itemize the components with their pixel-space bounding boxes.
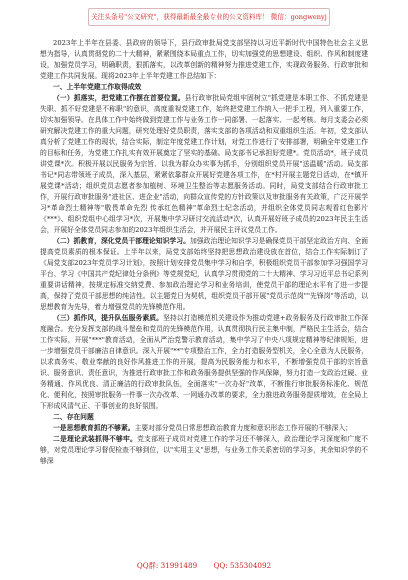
paragraph-text: 2023年上半年在县委、县政府的领导下，县行政审批局党支部坚持以习近平新时代中国特色社会主义思想为指导，认真贯彻党的二十大精神，紧紧围绕本局重点工作，切实加强党的思想建设、组织、作风和制度建设，加强党员学习，明确职责，狠抓落实，以改革创新的精神努力推进党建工作，实现政务服务、行政审批和党建工作共同发展。现将2023年上半年党建工作总结如下： [40, 39, 368, 80]
document-body [40, 38, 368, 467]
body-paragraph [40, 38, 368, 82]
paragraph-lead: 二、存在问题 [53, 413, 94, 421]
section-heading [40, 82, 368, 93]
subsection-paragraph [40, 423, 368, 434]
qq-number: 535304092 [229, 561, 272, 570]
paragraph-text: 党支部班子成员对党建工作的学习还不够深入，政治理论学习深度和广度不够，对党员理论学习督促检查不够到位，以"实用主义"思想，与业务工作关系密切的学习多，其余知识学的不够深 [40, 435, 369, 465]
paragraph-text: 县行政审批局党组牢固树立"抓党建是本职工作、不抓党建是失职、抓不好党建是不称职"的意识，高度重视党建工作，始终把党建工作纳入一把手工程，列入重要工作，切实加强领导。在具体工作中始终做到党建工作与业务工作一同部署、一起落实、一起考核。每月支委会必须研究解决党建工作的重大问题，研究处理好党员职责，落实支部的各项活动和双重组织生活。年初，党支部认真分析了党建工作的现状，结合实际，制定年度党建工作计划，对党工作进行了安排部署，明确全年党建工作的目标和任务，为党建工作扎实有效开展奠定了坚实的基础。局支部书记承担好党建*。党员活动*，班子成员讲党课*次。积极开展以民服务为宗旨、以我为群众办实事为抓手，分别组织党员开展"送温暖"活动。局支部书记*同志带领班子成员，深入基层，紧紧依靠群众开展好党建各项工作，在*村开展主题党日活动，在*镇开展党课*活动；组织党员志愿者参加植树、环境卫生整治等志愿服务活动。同时，局党支部结合行政审批工作，开展行政审批服务"进社区、进企业"活动，向群众宣传党的方针政策以及审批服务有关政策，广泛开展学习*革命烈士精神等"敬畏革命先烈 传承红色精神"革命烈士纪念活动，并组织全体党员同志观看红色影片《***》、组织党组中心组学习*次，开展集中学习研讨交流活动*次，认真开展好班子成员的2023年民主生活会，开展好全体党员同志参加的2023年组织生活会，并开展民主评议党员工作。 [40, 94, 368, 234]
subsection-paragraph [40, 434, 368, 467]
qq-label: QQ [213, 561, 226, 570]
footer-qq-group: QQ群: 31991489 [136, 561, 198, 570]
promo-banner[interactable]: 关注头条号"公文研究"，获得最新最全最专业的公文资料库！ 微信：gongwenyj [88, 8, 330, 26]
subsection-paragraph [40, 93, 368, 236]
subsection-paragraph [40, 236, 368, 313]
paragraph-lead: 一、上半年党建工作取得成效 [53, 83, 142, 91]
paragraph-lead: （一）抓落实，把党建工作摆在首要位置。 [53, 94, 185, 102]
footer-contacts [0, 560, 408, 572]
subsection-paragraph [40, 313, 368, 412]
paragraph-lead: 一是思想教育抓的不够紧。 [53, 424, 135, 432]
qq-group-number: 31991489 [160, 561, 198, 570]
paragraph-lead: （二）抓教育，深化党员干部理论知识学习。 [53, 237, 190, 245]
paragraph-lead: （三）抓作风，提升队伍服务素质。 [53, 314, 163, 322]
footer-qq: QQ: 535304092 [213, 561, 272, 570]
paragraph-text: 加强政治理论知识学习是确保党员干部坚定政治方向、全面提高党员素质的根本保证。上半年以来，局党支部始终坚持把思想政治建设放在首位，结合工作实际制订了《局党支部2023年党员学习计划》，按照计划安排党员集中学习和自学，积极组织党员干部参加学习强国学习平台、学习《中国共产党纪律处分条例》等党规党纪，认真学习贯彻党的二十大精神、学习习近平总书记系列重要讲话精神，按规定标准交纳党费、参加政治理论学习和业务培训，使党员干部的理论水平有了进一步提高，保持了党员干部思想的纯洁性。以主题党日为契机，组织党员干部开展"党员示范岗""先锋岗"等活动，以思想教育为先导，着力增强党员的先锋模范作用。 [40, 237, 369, 311]
qq-group-label: QQ群 [136, 561, 156, 570]
paragraph-text: 坚持以打造模范机关建设作为推动党建+政务服务及行政审批工作深度融合。充分发挥支部的战斗堡垒和党员的先锋模范作用，认真贯彻执行民主集中制，严格民主生活会，结合工作实际，开展"***"教育活动，全面从严治党警示教育活动，集中学习了中央八项规定精神等纪律规矩，进一步增强党员干部廉洁自律意识。深入开展"**"专项整治工作，全力打造服务型机关，全心全意为人民服务，以求真务实、敬业奉献的良好作风推进工作的开展，提高为民服务能力和水平，不断增强党员干部的宗旨意识、服务意识、责任意识，为推进行政审批工作和政务服务提供坚强的作风保障，努力打造一支政治过硬、业务精通、作风优良、清正廉洁的行政审批队伍，全面落实"一次办好"改革，不断推行审批服务标准化、规范化、便利化，按照审批服务一件事一次办改革、一网通办改革的要求，全力推进政务服务提质增效，在全局上下形成风清气正、干事创业的良好氛围。 [40, 314, 369, 410]
paragraph-lead: 二是理论武装抓得不够牢。 [53, 435, 138, 443]
paragraph-text: 主要对部分党员日常思想政治教育力度和意识形态工作开展的不够深入； [134, 424, 353, 432]
section-heading [40, 412, 368, 423]
